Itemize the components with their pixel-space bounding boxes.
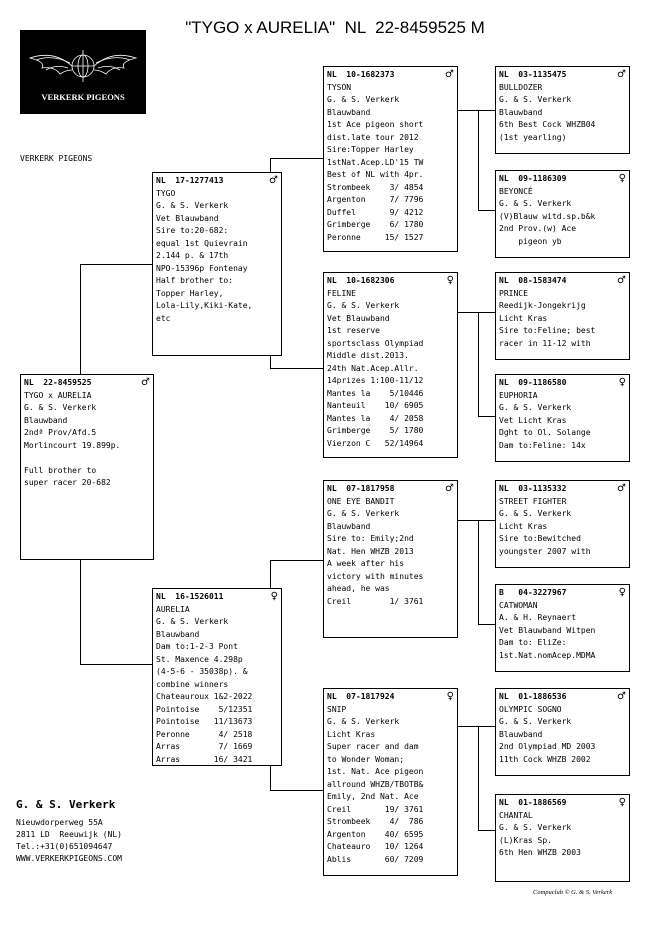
pedigree-line: Grimberge 5/ 1780 <box>327 426 424 435</box>
pedigree-line: G. & S. Verkerk <box>499 95 572 104</box>
pedigree-line: A week after his <box>327 559 405 568</box>
pedigree-line: Dam to:Feline: 14x <box>499 440 586 450</box>
pedigree-line: Vierzon C 52/14964 <box>327 438 424 448</box>
connector <box>270 368 324 369</box>
female-symbol-icon: ♀ <box>270 591 278 602</box>
pedigree-line: Middle dist.2013. <box>327 351 409 360</box>
connector <box>478 624 496 625</box>
pedigree-line: 6th Best Cock WHZB04 <box>499 120 596 129</box>
ring-number-text: NL 08-1583474 <box>499 276 567 285</box>
connector <box>270 790 324 791</box>
ring-number-text: NL 01-1886536 <box>499 692 567 701</box>
ring-number <box>499 69 626 82</box>
pedigree-line: 2nd Olympiad MD 2003 <box>499 742 596 751</box>
pedigree-line: youngster 2007 with <box>499 546 591 556</box>
great-grandparent-card <box>495 374 630 462</box>
pedigree-line: racer in 11-12 with <box>499 338 591 348</box>
pedigree-line: 6th Hen WHZB 2003 <box>499 848 581 857</box>
pedigree-line: Sire to:20-682: <box>156 226 229 235</box>
male-symbol-icon: ♂ <box>445 69 454 80</box>
ring-number-text: NL 17-1277413 <box>156 176 224 185</box>
pedigree-line: 1stNat.Acep.LD'15 TW <box>327 157 424 167</box>
ring-number-text: NL 09-1186580 <box>499 378 567 387</box>
pedigree-line: 24th Nat.Acep.Allr. <box>327 363 419 373</box>
pedigree-line: G. & S. Verkerk <box>499 717 572 726</box>
ring-number-text: NL 16-1526011 <box>156 592 224 601</box>
pigeon-name: AURELIA <box>156 604 190 614</box>
connector <box>80 264 154 265</box>
pedigree-line: Dam to:1-2-3 Pont <box>156 642 238 651</box>
female-symbol-icon: ♀ <box>618 797 626 808</box>
pedigree-line: 2.144 p. & 17th <box>156 251 229 260</box>
connector <box>478 520 479 624</box>
pedigree-line: Strombeek 3/ 4854 <box>327 182 424 192</box>
pedigree-line: Chateauroux 1&2-2022 <box>156 692 253 701</box>
male-symbol-icon: ♂ <box>141 377 150 388</box>
pedigree-line: Vet Blauwband <box>327 313 390 323</box>
great-grandparent-card <box>495 170 630 258</box>
pedigree-line: G. & S. Verkerk <box>327 95 400 104</box>
pedigree-line: G. & S. Verkerk <box>156 617 229 626</box>
pedigree-line: 1st Ace pigeon short <box>327 120 424 129</box>
ring-number <box>499 797 626 810</box>
ring-number-text: NL 03-1135475 <box>499 70 567 79</box>
pedigree-line: (4-5-6 - 35038p). & <box>156 667 248 676</box>
pedigree-line: victory with minutes <box>327 571 424 581</box>
connector <box>458 110 478 111</box>
pedigree-line: 11th Cock WHZB 2002 <box>499 754 591 764</box>
pedigree-line: 14prizes 1:100-11/12 <box>327 376 424 385</box>
ring-number <box>499 173 626 186</box>
pedigree-line: Half brother to: <box>156 276 234 285</box>
pigeon-name: BEYONCÉ <box>499 186 533 196</box>
pedigree-line: super racer 20-682 <box>24 478 111 487</box>
pedigree-line: G. & S. Verkerk <box>327 717 400 726</box>
male-symbol-icon: ♂ <box>269 175 278 186</box>
pedigree-line: Pointoise 5/12351 <box>156 704 253 714</box>
male-symbol-icon: ♂ <box>617 483 626 494</box>
ring-number-text: NL 10-1682373 <box>327 70 395 79</box>
pedigree-line: Vet Blauwband Witpen <box>499 625 596 635</box>
pedigree-line: Sire to:Feline; best <box>499 326 596 335</box>
pedigree-line: G. & S. Verkerk <box>327 509 400 518</box>
pedigree-line: G. & S. Verkerk <box>499 509 572 518</box>
pedigree-line: G. & S. Verkerk <box>24 403 97 412</box>
pedigree-line: Best of NL with 4pr. <box>327 170 424 179</box>
breeder-city: 2811 LD Reeuwijk (NL) <box>16 830 122 839</box>
pedigree-line: A. & H. Reynaert <box>499 613 577 622</box>
connector <box>458 726 478 727</box>
connector <box>478 210 496 211</box>
ring-number-text: NL 01-1886569 <box>499 798 567 807</box>
great-grandparent-card <box>495 480 630 568</box>
connector <box>478 726 496 727</box>
dam-card <box>152 588 282 766</box>
great-grandparent-card <box>495 584 630 672</box>
male-symbol-icon: ♂ <box>617 691 626 702</box>
ring-number <box>327 275 454 288</box>
pedigree-line: Blauwband <box>327 521 371 531</box>
ring-number-text: NL 07-1817958 <box>327 484 395 493</box>
connector <box>478 726 479 830</box>
pigeon-name: FELINE <box>327 288 356 298</box>
pedigree-line: Morlincourt 19.899p. <box>24 440 121 450</box>
pedigree-line: Chateauro 10/ 1264 <box>327 842 424 851</box>
ring-number <box>156 175 278 188</box>
ring-number <box>499 587 626 600</box>
great-grandparent-card <box>495 272 630 360</box>
pigeon-name: BULLDOZER <box>499 82 543 92</box>
pigeon-name: PRINCE <box>499 288 528 298</box>
breeder-website: WWW.VERKERKPIGEONS.COM <box>16 854 122 863</box>
ring-number-text: NL 09-1186309 <box>499 174 567 183</box>
subject-card <box>20 374 154 560</box>
pigeon-name: TYGO x AURELIA <box>24 390 92 400</box>
grandsire-paternal-card <box>323 66 458 252</box>
connector <box>80 264 81 376</box>
pedigree-line: etc <box>156 313 171 323</box>
grandsire-maternal-card <box>323 480 458 638</box>
logo-text: VERKERK PIGEONS <box>41 92 125 102</box>
footer-credit: Compuclub © G. & S. Verkerk <box>533 889 613 896</box>
pedigree-line: sportsclass Olympiad <box>327 338 424 348</box>
ring-number <box>156 591 278 604</box>
connector <box>458 520 478 521</box>
pedigree-line: (1st yearling) <box>499 132 567 142</box>
pigeon-name: CATWOMAN <box>499 600 538 610</box>
pedigree-line: dist.late tour 2012 <box>327 132 419 142</box>
pedigree-line: Arras 7/ 1669 <box>156 742 253 751</box>
pigeon-name: EUPHORIA <box>499 390 538 400</box>
pedigree-line: Nat. Hen WHZB 2013 <box>327 546 414 556</box>
granddam-maternal-card <box>323 688 458 876</box>
connector <box>478 312 496 313</box>
pedigree-line: Blauwband <box>499 107 543 117</box>
pedigree-line: Licht Kras <box>499 521 548 531</box>
ring-number-text: NL 03-1135332 <box>499 484 567 493</box>
pedigree-line: St. Maxence 4.298p <box>156 654 243 664</box>
ring-number <box>499 483 626 496</box>
connector <box>478 830 496 831</box>
pedigree-line: Pointoise 11/13673 <box>156 717 253 726</box>
pedigree-line: Creil 1/ 3761 <box>327 596 424 606</box>
pedigree-line: Sire:Topper Harley <box>327 145 414 154</box>
pedigree-line: Blauwband <box>327 107 371 117</box>
connector <box>270 158 324 159</box>
connector <box>478 110 479 210</box>
pedigree-line: G. & S. Verkerk <box>499 823 572 832</box>
female-symbol-icon: ♀ <box>446 275 454 286</box>
male-symbol-icon: ♂ <box>617 69 626 80</box>
connector <box>478 520 496 521</box>
pedigree-line: Sire to: Emily;2nd <box>327 534 414 543</box>
pedigree-line: (L)Kras Sp. <box>499 835 552 845</box>
pedigree-line: allround WHZB/TBOTB& <box>327 779 424 789</box>
ring-number <box>24 377 150 390</box>
ring-number <box>327 691 454 704</box>
pedigree-line <box>24 452 150 465</box>
pedigree-line: Nanteuil 10/ 6905 <box>327 401 424 410</box>
pedigree-line: 1st.Nat.nomAcep.MDMA <box>499 650 596 660</box>
pedigree-line: NPO-15396p Fontenay <box>156 263 248 273</box>
connector <box>478 312 479 416</box>
pedigree-line: Full brother to <box>24 465 97 475</box>
pigeon-name: STREET FIGHTER <box>499 496 567 506</box>
connector <box>458 312 478 313</box>
male-symbol-icon: ♂ <box>445 483 454 494</box>
ring-number <box>499 377 626 390</box>
pedigree-line: Licht Kras <box>327 729 376 739</box>
pedigree-line: pigeon yb <box>499 236 562 246</box>
pedigree-line: equal 1st Quievrain <box>156 238 248 248</box>
breeder-address: Nieuwdorperweg 55A <box>16 818 103 827</box>
connector <box>80 560 81 664</box>
great-grandparent-card <box>495 688 630 776</box>
female-symbol-icon: ♀ <box>618 173 626 184</box>
pedigree-line: Duffel 9/ 4212 <box>327 207 424 217</box>
pedigree-line: Blauwband <box>156 629 200 639</box>
pedigree-line: Licht Kras <box>499 313 548 323</box>
verkerk-logo <box>20 30 146 114</box>
pedigree-line: ahead, he was <box>327 584 390 593</box>
male-symbol-icon: ♂ <box>617 275 626 286</box>
pedigree-line: Blauwband <box>499 729 543 739</box>
great-grandparent-card <box>495 794 630 882</box>
ring-number <box>499 275 626 288</box>
pedigree-line: to Wonder Woman; <box>327 754 405 764</box>
ring-number-text: NL 22-8459525 <box>24 378 92 387</box>
ring-number-text: NL 07-1817924 <box>327 692 395 701</box>
pedigree-line: Peronne 15/ 1527 <box>327 232 424 242</box>
pedigree-line: G. & S. Verkerk <box>499 199 572 208</box>
pedigree-line: G. & S. Verkerk <box>499 403 572 412</box>
pigeon-name: CHANTAL <box>499 810 533 820</box>
ring-number-text: B 04-3227967 <box>499 588 567 597</box>
pedigree-line: Emily, 2nd Nat. Ace <box>327 792 419 801</box>
connector <box>478 416 496 417</box>
connector <box>478 110 496 111</box>
pedigree-line: Vet Licht Kras <box>499 415 567 425</box>
connector <box>270 560 324 561</box>
pedigree-line: Mantes la 5/10446 <box>327 388 424 398</box>
pedigree-line: Grimberge 6/ 1780 <box>327 220 424 229</box>
page-title: "TYGO x AURELIA" NL 22-8459525 M <box>185 18 485 37</box>
ring-number-text: NL 10-1682306 <box>327 276 395 285</box>
pedigree-line: Vet Blauwband <box>156 213 219 223</box>
connector <box>270 560 271 590</box>
pedigree-line: Argenton 7/ 7796 <box>327 195 424 204</box>
pigeon-name: TYSON <box>327 82 352 92</box>
pedigree-line: Lola-Lily,Kiki-Kate, <box>156 301 253 310</box>
pedigree-line: 2ndª Prov/Afd.5 <box>24 428 97 437</box>
pedigree-line: Arras 16/ 3421 <box>156 754 253 764</box>
pedigree-line: (V)Blauw witd.sp.b&k <box>499 211 596 221</box>
female-symbol-icon: ♀ <box>618 587 626 598</box>
ring-number <box>327 69 454 82</box>
sire-card <box>152 172 282 356</box>
pigeon-name: OLYMPIC SOGNO <box>499 704 562 714</box>
pedigree-line: G. & S. Verkerk <box>327 301 400 310</box>
pedigree-line: Ablis 60/ 7209 <box>327 854 424 864</box>
pedigree-line: 1st. Nat. Ace pigeon <box>327 767 424 776</box>
female-symbol-icon: ♀ <box>618 377 626 388</box>
brand-label: VERKERK PIGEONS <box>20 154 93 163</box>
connector <box>270 764 271 790</box>
pedigree-line: Mantes la 4/ 2058 <box>327 413 424 423</box>
pedigree-line: Dam to: EliZe: <box>499 638 567 647</box>
pedigree-line: G. & S. Verkerk <box>156 201 229 210</box>
pigeon-name: SNIP <box>327 704 347 714</box>
pedigree-line: Reedijk-Jongekrijg <box>499 301 586 310</box>
pedigree-line: 1st reserve <box>327 326 380 335</box>
pedigree-line: combine winners <box>156 679 229 689</box>
ring-number <box>327 483 454 496</box>
pedigree-line: Argenton 40/ 6595 <box>327 829 424 839</box>
pedigree-line: Dght to Ol. Solange <box>499 428 591 437</box>
pigeon-name: ONE EYE BANDIT <box>327 496 395 506</box>
pigeon-name: TYGO <box>156 188 176 198</box>
pedigree-line: Blauwband <box>24 415 68 425</box>
breeder-name: G. & S. Verkerk <box>16 798 116 811</box>
pedigree-line: Creil 19/ 3761 <box>327 804 424 814</box>
female-symbol-icon: ♀ <box>446 691 454 702</box>
pedigree-line: Super racer and dam <box>327 742 419 751</box>
pedigree-line: Strombeek 4/ 786 <box>327 817 424 826</box>
connector <box>80 664 154 665</box>
granddam-paternal-card <box>323 272 458 458</box>
pedigree-line: 2nd Prov.(w) Ace <box>499 224 577 233</box>
breeder-phone: Tel.:+31(0)651094647 <box>16 842 113 851</box>
pedigree-line: Topper Harley, <box>156 288 224 298</box>
pedigree-line: Peronne 4/ 2518 <box>156 729 253 739</box>
pedigree-line: Sire to:Bewitched <box>499 534 581 543</box>
connector <box>270 354 271 368</box>
great-grandparent-card <box>495 66 630 154</box>
ring-number <box>499 691 626 704</box>
